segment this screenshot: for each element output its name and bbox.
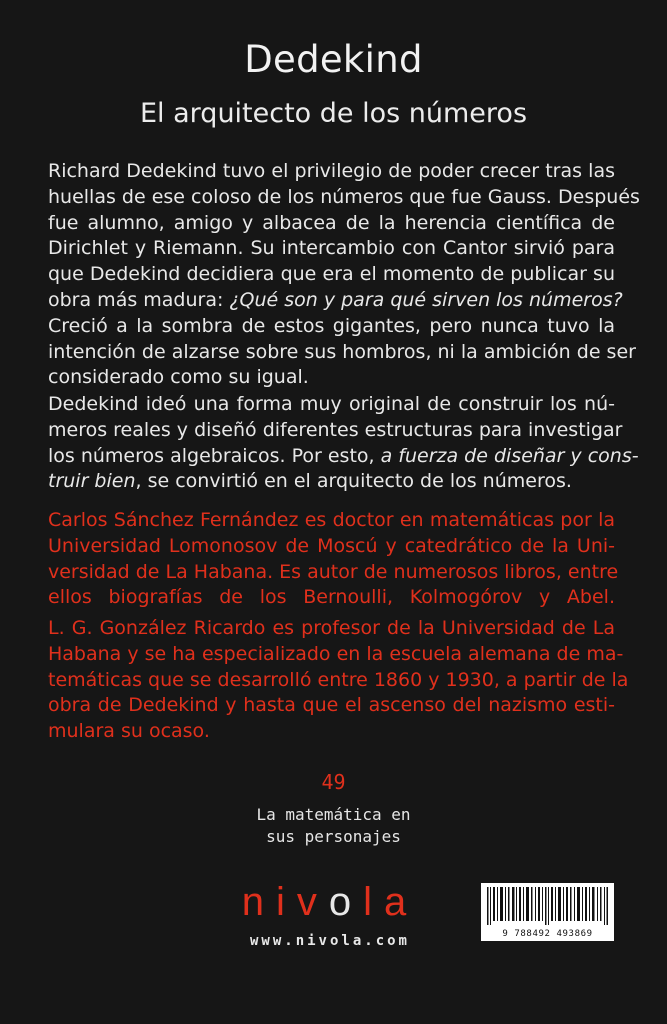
logo-letter: o	[328, 880, 364, 924]
series-name	[0, 804, 667, 848]
isbn-barcode	[481, 883, 614, 941]
barcode-bars	[487, 887, 608, 925]
text-line: intención de alzarse sobre sus hombros, ni la ambición de ser	[48, 340, 636, 363]
italic-phrase: truir bien	[48, 470, 136, 493]
publisher-website: www.nivola.com	[249, 933, 410, 949]
book-title-italic: ¿Qué son y para qué sirven los números?	[229, 288, 623, 311]
text-line: que Dedekind decidiera que era el momento de publicar su	[48, 263, 615, 286]
text-line: huellas de ese coloso de los números que fue Gauss. Después	[48, 185, 640, 208]
series-number: 49	[321, 770, 346, 794]
text-line: Dedekind ideó una forma muy original de construir los nú-	[48, 393, 615, 415]
book-title: Dedekind	[244, 38, 423, 81]
isbn-number: 9 788492 493869	[502, 929, 593, 939]
logo-letter: l	[363, 880, 385, 924]
logo-letter: a	[384, 880, 419, 924]
text-line: Richard Dedekind tuvo el privilegio de poder crecer tras las	[48, 160, 615, 182]
text-line: Carlos Sánchez Fernández es doctor en matemáticas por la	[48, 509, 615, 531]
text-line: temáticas que se desarrolló entre 1860 y 1930, a partir de la	[48, 668, 629, 691]
text-line: versidad de La Habana. Es autor de numerosos libros, entre	[48, 560, 619, 583]
publisher-logo	[200, 880, 460, 925]
series-name-line: sus personajes	[266, 827, 401, 846]
text-line-start: los números algebraicos. Por esto,	[48, 444, 381, 467]
text-line: fue alumno, amigo y albacea de la herencia científica de	[48, 211, 615, 234]
text-line: Universidad Lomonosov de Moscú y catedrático de la Uni-	[48, 534, 615, 557]
author-bio-2	[48, 616, 629, 745]
italic-phrase: a fuerza de diseñar y cons-	[380, 444, 639, 467]
text-line: ellos biografías de los Bernoulli, Kolmogórov y Abel.	[48, 586, 615, 609]
text-line: Creció a la sombra de estos gigantes, pero nunca tuvo la	[48, 314, 615, 337]
logo-letter: i	[275, 880, 297, 924]
text-line-end: , se convirtió en el arquitecto de los números.	[135, 470, 572, 493]
text-line	[48, 288, 623, 314]
text-line: meros reales y diseñó diferentes estructuras para investigar	[48, 418, 623, 441]
text-line: Dirichlet y Riemann. Su intercambio con Cantor sirvió para	[48, 237, 615, 260]
logo-letter: n	[241, 880, 276, 924]
text-line	[48, 444, 639, 470]
synopsis-paragraph-2	[48, 392, 639, 495]
logo-letter: v	[296, 880, 329, 924]
synopsis-paragraph-1	[48, 159, 640, 391]
text-line: Habana y se ha especializado en la escuela alemana de ma-	[48, 642, 624, 665]
text-line: mulara su ocaso.	[48, 720, 210, 743]
text-line	[48, 469, 615, 495]
author-bio-1	[48, 508, 619, 611]
text-line-start: obra más madura:	[48, 288, 230, 311]
text-line: considerado como su igual.	[48, 366, 309, 389]
text-line: L. G. González Ricardo es profesor de la Universidad de La	[48, 617, 615, 639]
series-name-line: La matemática en	[256, 805, 411, 824]
text-line: obra de Dedekind y hasta que el ascenso del nazismo esti-	[48, 694, 615, 717]
book-subtitle: El arquitecto de los números	[139, 98, 528, 129]
